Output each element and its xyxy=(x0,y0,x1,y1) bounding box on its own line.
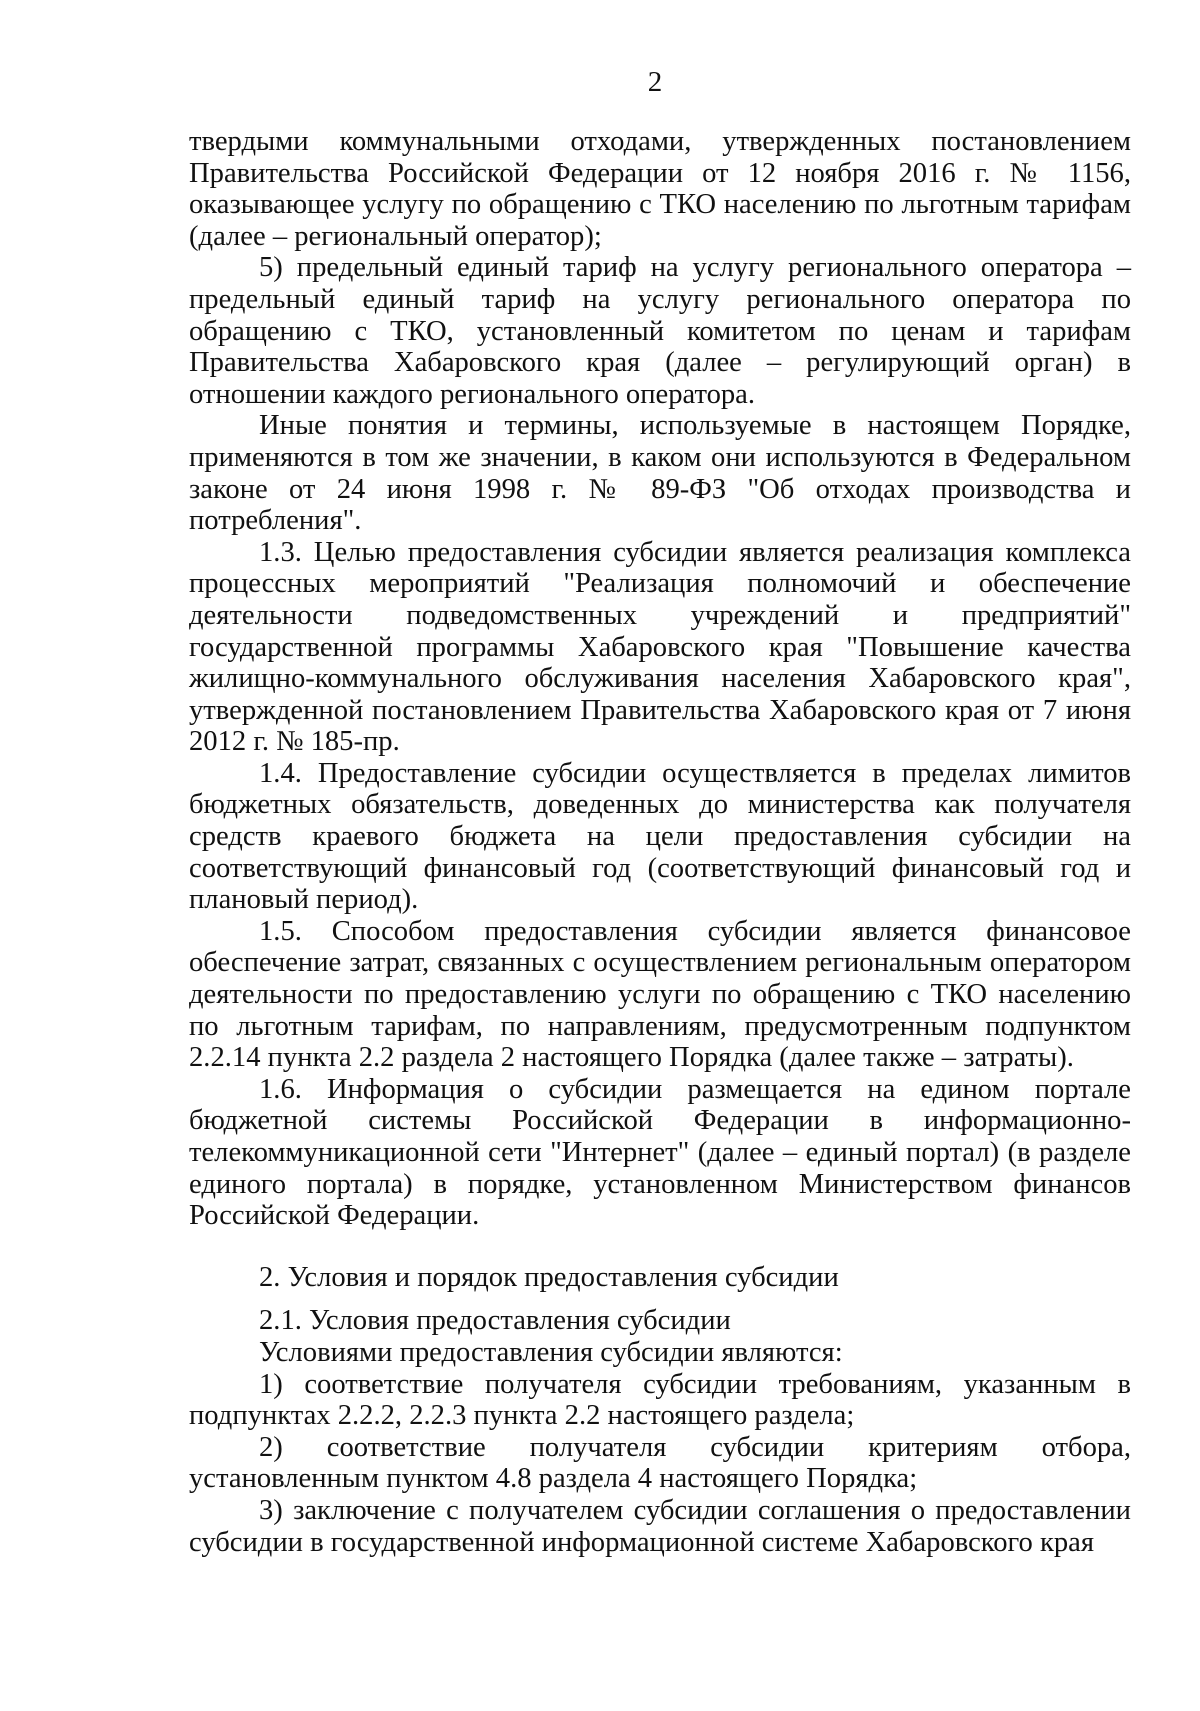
paragraph-1-6-information: 1.6. Информация о субсидии размещается на едином портале бюджетной системы Российской Федерации в информационно-телекоммуникационной сети "Интернет" (далее – единый портал) (в разделе единого портала) в порядке, установленном Министерством финансов Российской Федерации. xyxy=(189,1073,1131,1232)
paragraph-conditions-intro: Условиями предоставления субсидии являются: xyxy=(259,1336,843,1368)
paragraph-1-5-method: 1.5. Способом предоставления субсидии является финансовое обеспечение затрат, связанных с осуществлением региональным оператором деятельности по предоставлению услуги по обращению с ТКО населению по льготным тарифам, по направлениям, предусмотренным подпунктом 2.2.14 пункта 2.2 раздела 2 настоящего Порядка (далее также – затраты). xyxy=(189,915,1131,1074)
section-2-heading: 2. Условия и порядок предоставления субсидии xyxy=(259,1261,839,1293)
paragraph-other-terms: Иные понятия и термины, используемые в настоящем Порядке, применяются в том же значении, в каком они используются в Федеральном законе от 24 июня 1998 г. № 89-ФЗ "Об отходах производства и потребления". xyxy=(189,410,1131,537)
page-number: 2 xyxy=(647,66,663,98)
paragraph-tariff-definition: 5) предельный единый тариф на услугу регионального оператора – предельный единый тариф на услугу регионального оператора по обращению с ТКО, установленный комитетом по ценам и тарифам Правительства Хабаровского края (далее – регулирующий орган) в отношении каждого регионального оператора. xyxy=(189,252,1131,410)
list-item-condition-3: 3) заключение с получателем субсидии соглашения о предоставлении субсидии в государственной информационной системе Хабаровского края xyxy=(189,1494,1131,1558)
subsection-2-1-heading: 2.1. Условия предоставления субсидии xyxy=(259,1305,731,1337)
document-body xyxy=(189,126,1131,1558)
paragraph-1-3-goal: 1.3. Целью предоставления субсидии является реализация комплекса процессных мероприятий "Реализация полномочий и обеспечение деятельности подведомственных учреждений и предприятий" государственной программы Хабаровского края "Повышение качества жилищно-коммунального обслуживания населения Хабаровского края", утвержденной постановлением Правительства Хабаровского края от 7 июня 2012 г. № 185-пр. xyxy=(189,536,1131,758)
list-item-condition-1: 1) соответствие получателя субсидии требованиям, указанным в подпунктах 2.2.2, 2.2.3 пункта 2.2 настоящего раздела; xyxy=(189,1368,1131,1432)
paragraph-regional-operator-definition: твердыми коммунальными отходами, утвержденных постановлением Правительства Российской Федерации от 12 ноября 2016 г. № 1156, оказывающее услугу по обращению с ТКО населению по льготным тарифам (далее – региональный оператор); xyxy=(189,126,1131,252)
list-item-condition-2: 2) соответствие получателя субсидии критериям отбора, установленным пунктом 4.8 раздела 4 настоящего Порядка; xyxy=(189,1431,1131,1495)
paragraph-1-4-limits: 1.4. Предоставление субсидии осуществляется в пределах лимитов бюджетных обязательств, доведенных до министерства как получателя средств краевого бюджета на цели предоставления субсидии на соответствующий финансовый год (соответствующий финансовый год и плановый период). xyxy=(189,757,1131,916)
